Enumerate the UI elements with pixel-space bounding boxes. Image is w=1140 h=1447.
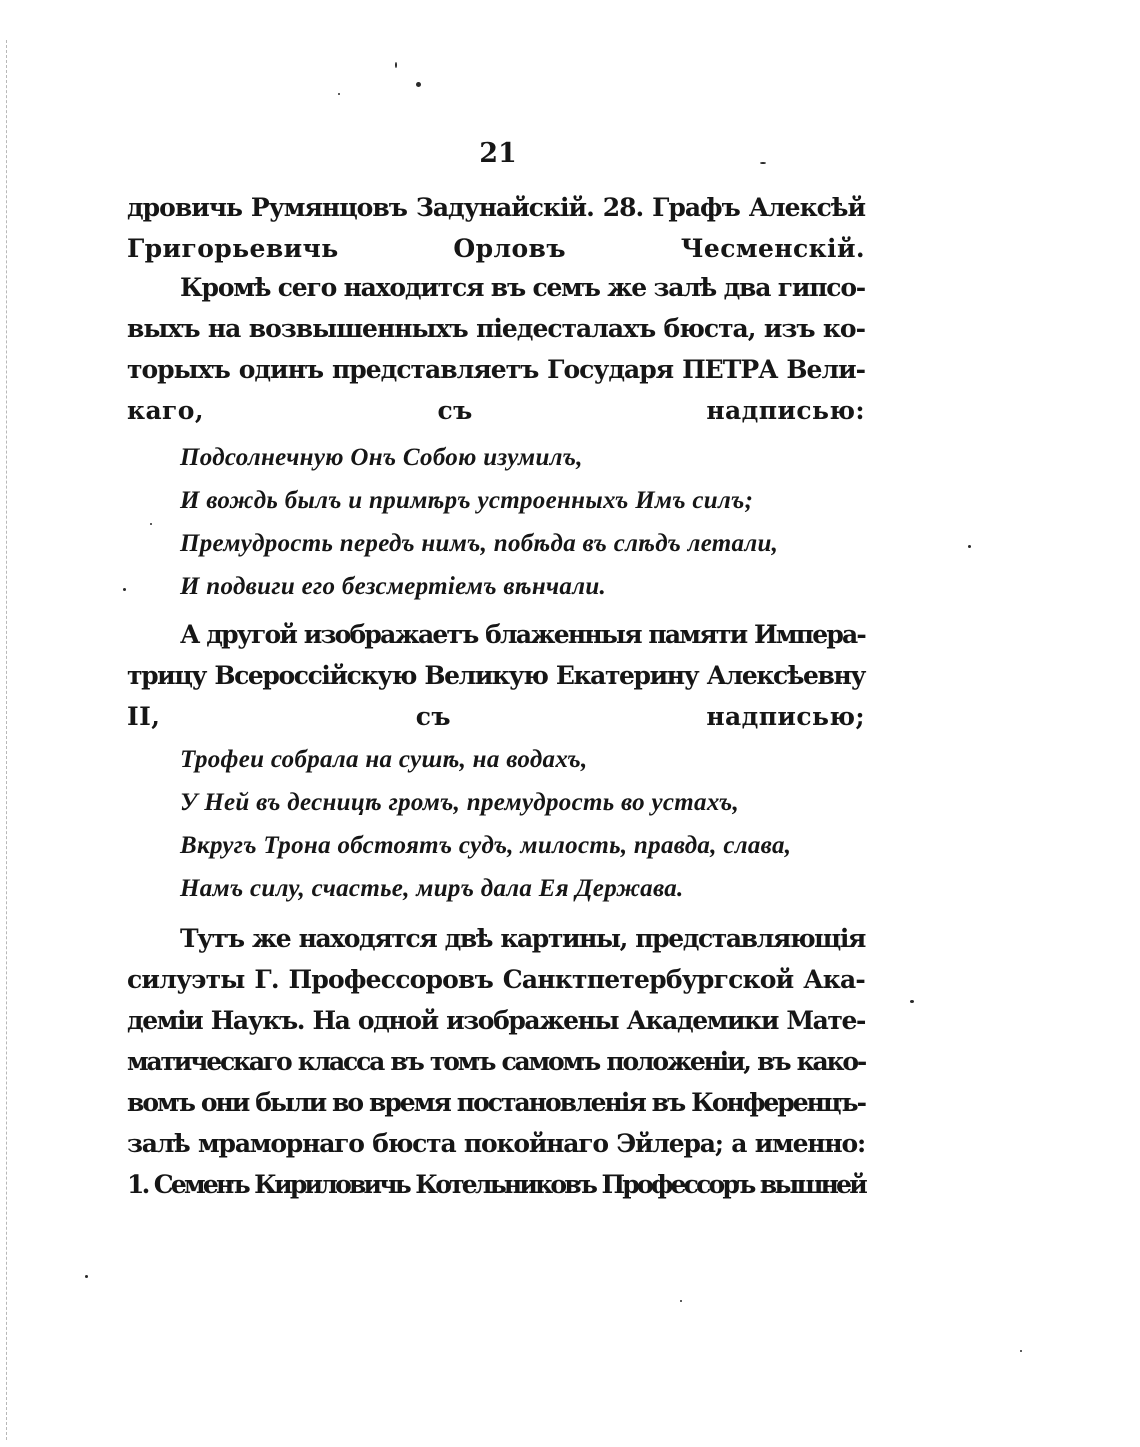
ink-speck [338, 93, 340, 95]
text-line: Кромѣ сего находится въ семъ же залѣ два гипсо- [180, 273, 865, 302]
paragraph-3 [127, 614, 865, 737]
ink-speck [968, 545, 971, 548]
text-line: II, съ надписью; [127, 702, 865, 731]
text-line: трицу Всероссійскую Великую Екатерину Алексѣевну [127, 661, 865, 690]
text-line: дровичь Румянцовъ Задунайскій. 28. Графъ Алексѣй [127, 193, 865, 222]
ink-speck [760, 162, 766, 164]
text-line: Тутъ же находятся двѣ картины, представляющія [180, 924, 865, 953]
ink-speck [123, 588, 126, 591]
ink-speck [1020, 1350, 1022, 1352]
text-line: деміи Наукъ. На одной изображены Академики Мате- [127, 1006, 865, 1035]
inscription-poem-catherine [180, 738, 880, 910]
paragraph-1 [127, 187, 865, 269]
poem-verse: И подвиги его безсмертіемъ вѣнчали. [180, 573, 607, 600]
text-line: Григорьевичь Орловъ Чесменскій. [127, 234, 865, 263]
poem-verse: У Ней въ десницѣ громъ, премудрость во устахъ, [180, 789, 740, 816]
page-edge-line [6, 40, 7, 1440]
poem-verse: Подсолнечную Онъ Собою изумилъ, [180, 444, 583, 471]
page-number: 21 [479, 138, 517, 169]
ink-speck [416, 82, 421, 87]
text-line: торыхъ одинъ представляетъ Государя ПЕТРА Вели- [127, 355, 865, 384]
poem-verse: И вождь былъ и примѣръ устроенныхъ Имъ силъ; [180, 487, 754, 514]
text-line: выхъ на возвышенныхъ піедесталахъ бюста, изъ ко- [127, 314, 865, 343]
poem-verse: Намъ силу, счастье, миръ дала Ея Держава. [180, 875, 684, 902]
text-line: залѣ мраморнаго бюста покойнаго Эйлера; а именно: [127, 1129, 865, 1158]
poem-verse: Трофеи собрала на сушѣ, на водахъ, [180, 746, 588, 773]
paragraph-4 [127, 918, 865, 1205]
paragraph-2 [127, 267, 865, 431]
ink-speck [910, 1000, 914, 1003]
poem-verse: Вкругъ Трона обстоятъ судъ, милость, правда, слава, [180, 832, 792, 859]
ink-speck [395, 62, 397, 68]
ink-speck [85, 1275, 88, 1278]
text-line: А другой изображаетъ блаженныя памяти Импера- [180, 620, 865, 649]
inscription-poem-peter [180, 436, 880, 608]
text-line: матическаго класса въ томъ самомъ положеніи, въ како- [127, 1047, 865, 1076]
poem-verse: Премудрость передъ нимъ, побѣда въ слѣдъ летали, [180, 530, 779, 557]
text-line: вомъ они были во время постановленія въ Конференцъ- [127, 1088, 865, 1117]
text-line: силуэты Г. Профессоровъ Санктпетербургской Ака- [127, 965, 865, 994]
ink-speck [150, 523, 152, 525]
ink-speck [680, 1300, 682, 1302]
text-line: 1. Семенъ Кириловичь Котельниковъ Профессоръ вышней [127, 1170, 865, 1199]
text-line: каго, съ надписью: [127, 396, 865, 425]
